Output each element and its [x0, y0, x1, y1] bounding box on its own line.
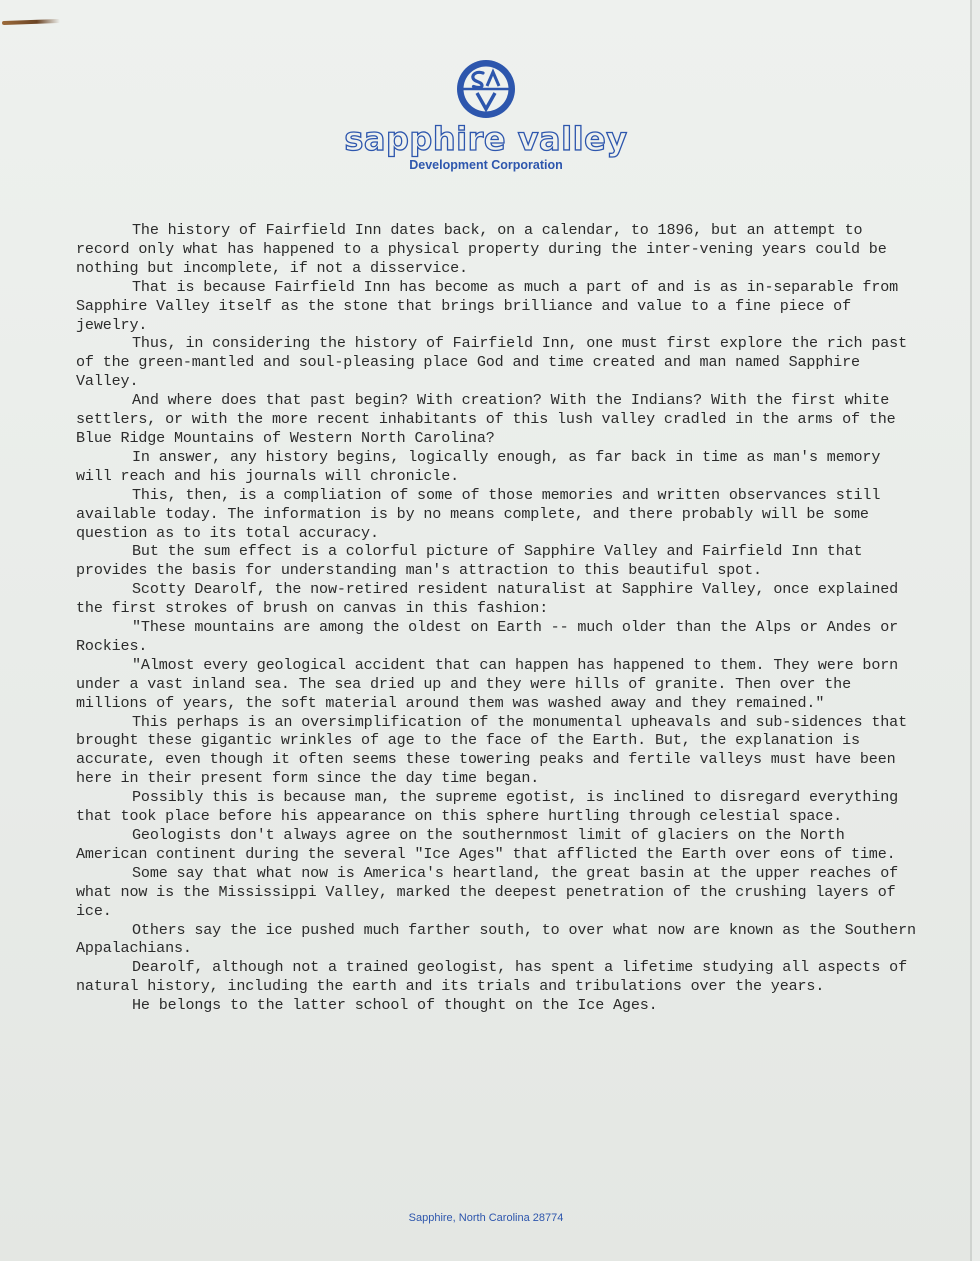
paragraph: "These mountains are among the oldest on Earth -- much older than the Alps or Andes or Rockies.	[76, 618, 899, 655]
paragraph: Scotty Dearolf, the now-retired resident naturalist at Sapphire Valley, once explained the first strokes of brush on canvas in this fashion:	[76, 580, 899, 618]
paragraph: That is because Fairfield Inn has become as much a part of and is as in-separable from Sapphire Valley itself as the stone that brings brilliance and value to a fine piece of jewelry.	[76, 277, 899, 334]
paragraph: "Almost every geological accident that can happen has happened to them. They were born under a vast inland sea. The sea dried up and they were hills of granite. Then over the millions of years, the soft material around them was washed away and they remained."	[76, 655, 899, 712]
paragraph: This, then, is a compliation of some of those memories and written observances still available today. The information is by no means complete, and there probably will be some question as to its total accuracy.	[76, 485, 881, 542]
paragraph: This perhaps is an oversimplification of the monumental upheavals and sub-sidences that brought these gigantic wrinkles of age to the face of the Earth. But, the explanation is accurate, even though it often seems these towering peaks and fertile valleys must have been here in their present form since the day time began.	[76, 712, 907, 788]
paragraph: In answer, any history begins, logically enough, as far back in time as man's memory will reach and his journals will chronicle.	[76, 447, 881, 485]
paragraph: Some say that what now is America's heartland, the great basin at the upper reaches of what now is the Mississippi Valley, marked the deepest penetration of the crushing layers of ice.	[76, 863, 899, 920]
company-subtitle: Development Corporation	[409, 158, 563, 172]
paragraph: Geologists don't always agree on the southernmost limit of glaciers on the North American continent during the several "Ice Ages" that afflicted the Earth over eons of time.	[76, 826, 896, 863]
paragraph: He belongs to the latter school of thought on the Ice Ages.	[132, 996, 658, 1015]
paragraph: Dearolf, although not a trained geologist, has spent a lifetime studying all aspects of natural history, including the earth and its trials and tribulations over the years.	[76, 958, 907, 996]
brand-name: sapphire valley	[344, 120, 628, 158]
paragraph: Thus, in considering the history of Fairfield Inn, one must first explore the rich past of the green-mantled and soul-pleasing place God and time created and man named Sapphire Valley.	[76, 334, 907, 391]
paragraph: But the sum effect is a colorful picture of Sapphire Valley and Fairfield Inn that provides the basis for understanding man's attraction to this beautiful spot.	[76, 542, 863, 580]
paragraph: And where does that past begin? With creation? With the Indians? With the first white settlers, or with the more recent inhabitants of this lush valley cradled in the arms of the Blue Ridge Mountains of Western North Carolina?	[76, 391, 896, 447]
paragraph: Possibly this is because man, the supreme egotist, is inclined to disregard everything that took place before his appearance on this sphere hurtling through celestial space.	[76, 788, 899, 826]
paragraph: Others say the ice pushed much farther south, to over what now are known as the Southern Appalachians.	[76, 920, 916, 958]
paragraph: The history of Fairfield Inn dates back, on a calendar, to 1896, but an attempt to record only what has happened to a physical property during the inter-vening years could be nothing but incomplete, if not a disservice.	[76, 221, 887, 277]
letter-body	[76, 221, 924, 1015]
footer-address: Sapphire, North Carolina 28774	[408, 1212, 564, 1224]
sapphire-valley-logo-icon	[455, 58, 517, 120]
paper-stain	[2, 19, 60, 25]
letterhead	[0, 58, 972, 172]
